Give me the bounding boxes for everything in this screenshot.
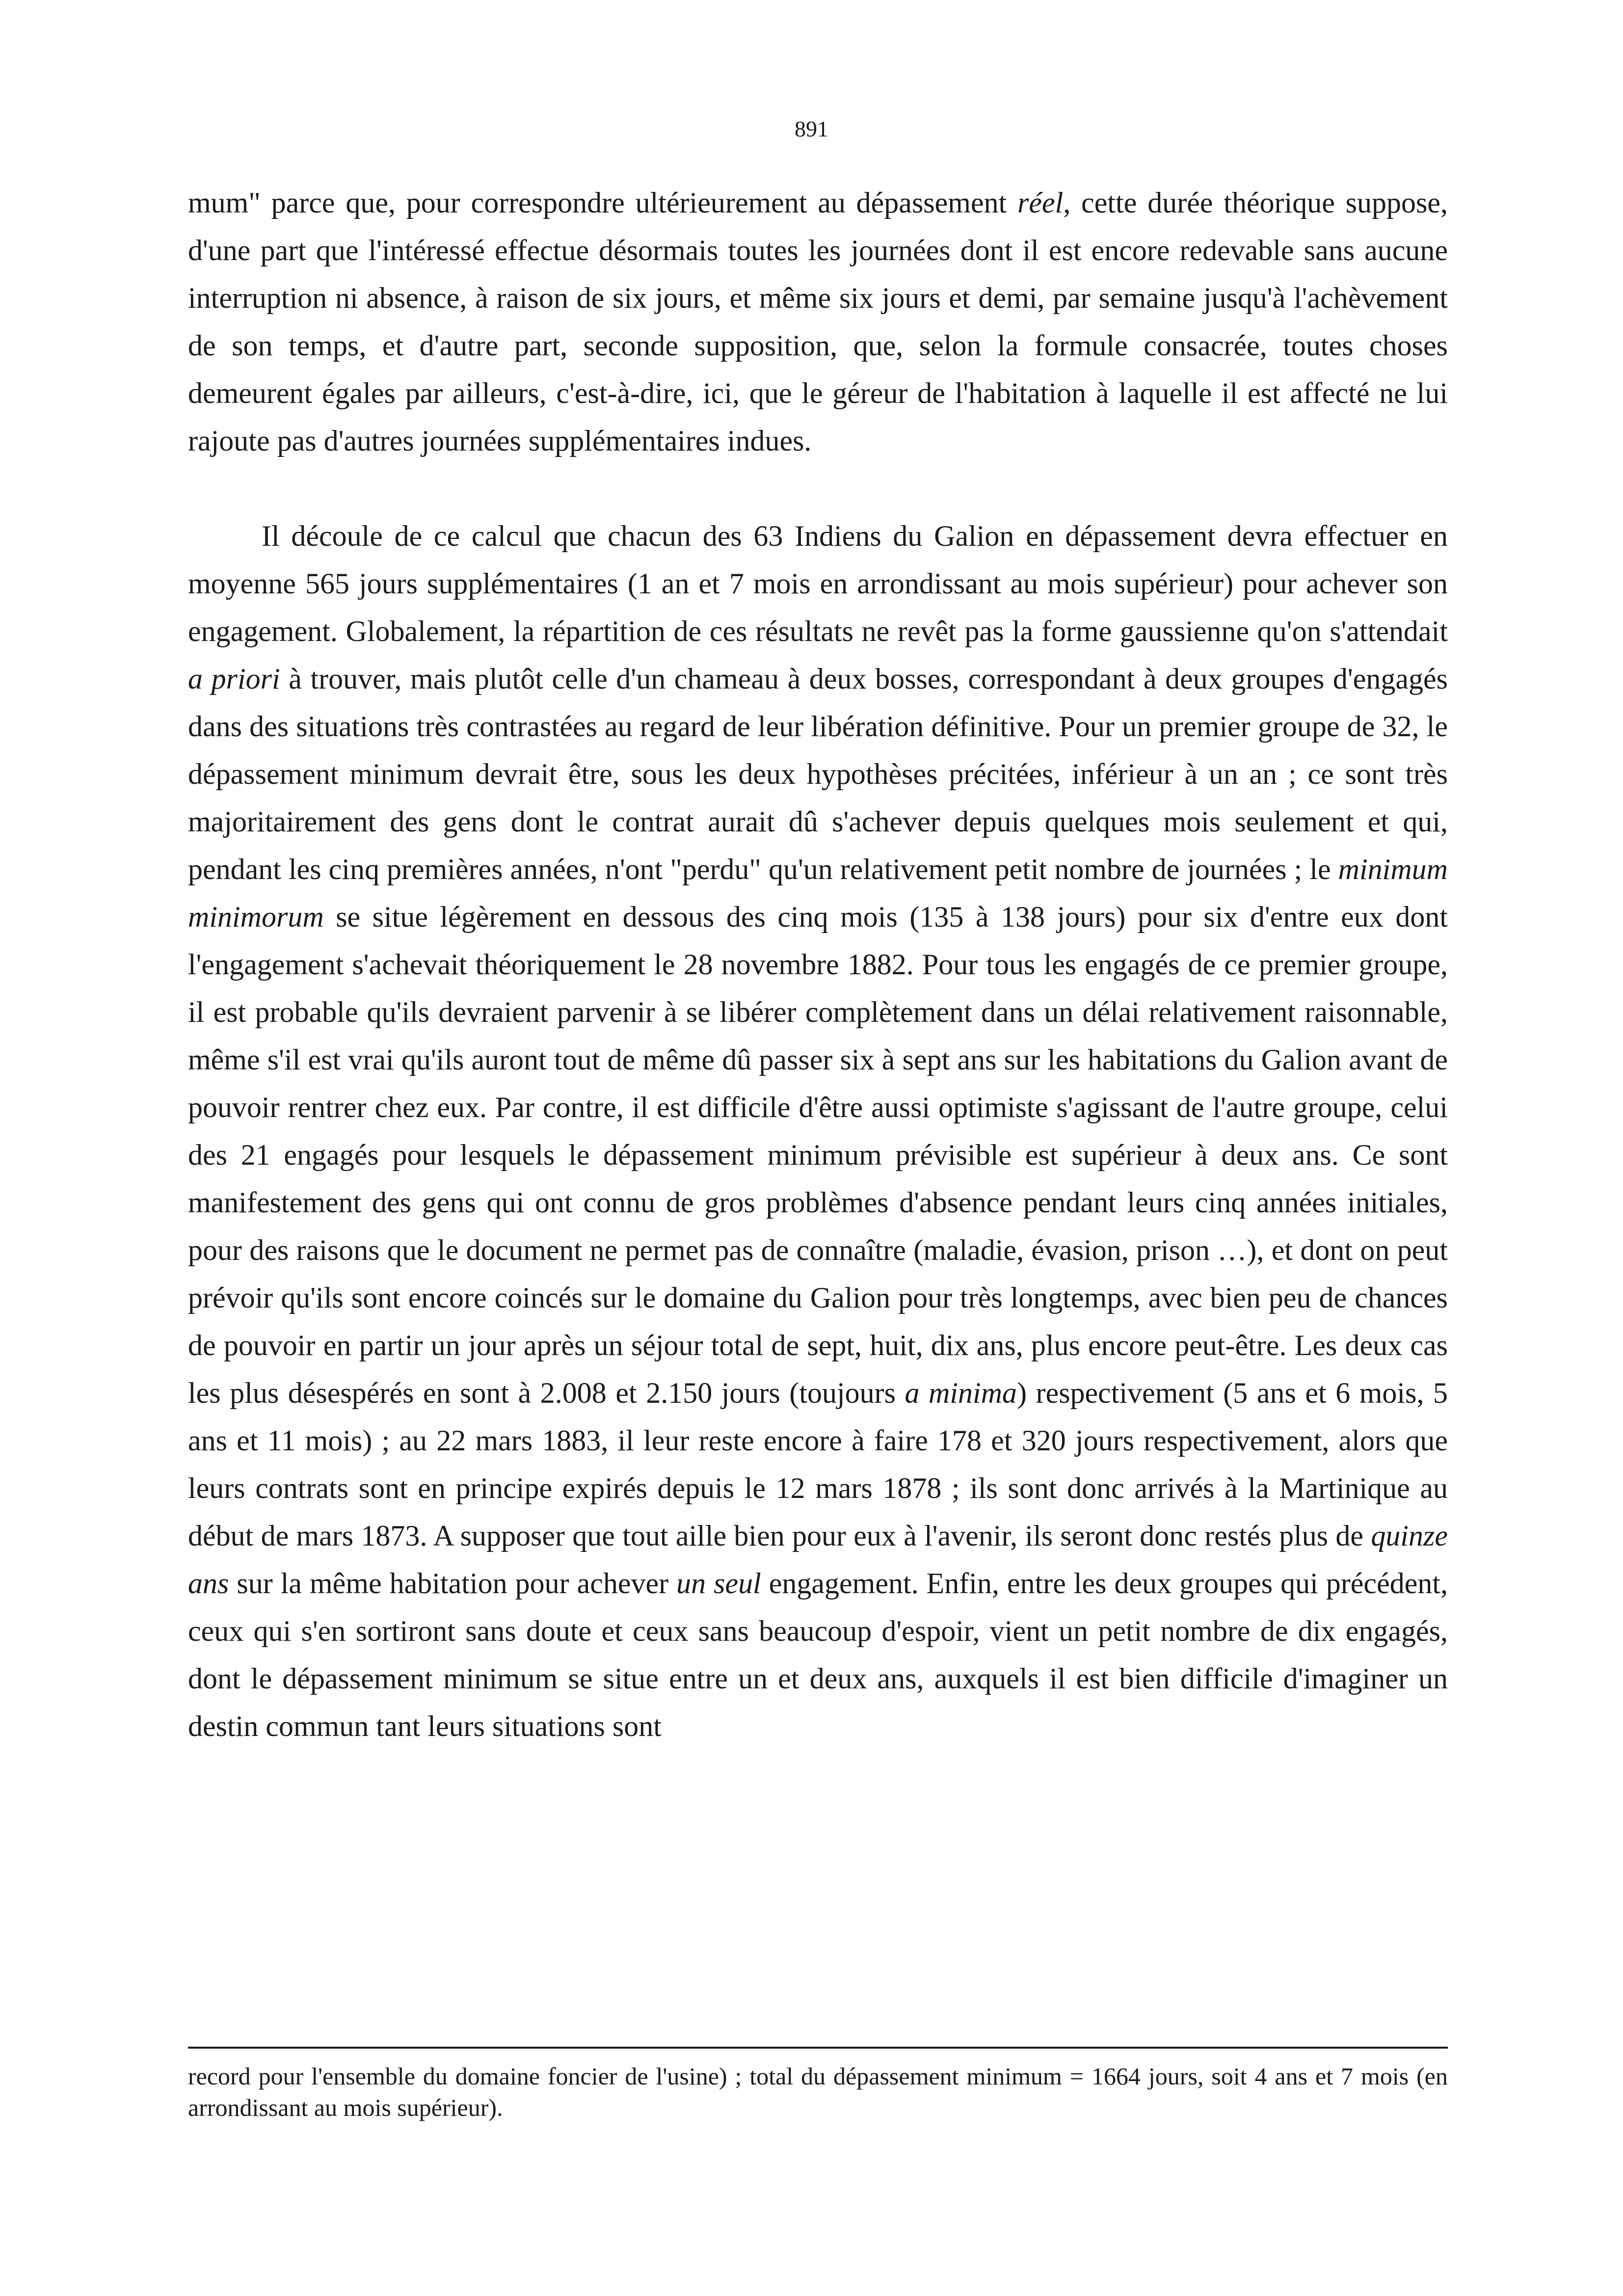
italic-term: a minima <box>905 1377 1017 1409</box>
footnote: record pour l'ensemble du domaine foncier de l'usine) ; total du dépassement minimum = 1664 jours, soit 4 ans et 7 mois (en arrondissant au mois supérieur). <box>188 2062 1448 2121</box>
text-run: sur la même habitation pour achever <box>229 1567 677 1600</box>
paragraph <box>188 512 1448 1750</box>
body-text <box>188 179 1448 1750</box>
italic-term: a priori <box>188 663 280 695</box>
text-run: ) respectivement (5 ans et 6 mois, 5 ans et 11 mois) ; au 22 mars 1883, il leur reste encore à faire 178 et 320 jours respectivement, alors que leurs contrats sont en principe expirés depuis le 12 mars 1878 ; ils sont donc arrivés à la Martinique au début de mars 1873. A supposer que tout aille bien pour eux à l'avenir, ils seront donc restés plus de <box>188 1377 1448 1552</box>
text-run: Il découle de ce calcul que chacun des 63 Indiens du Galion en dépassement devra effectuer en moyenne 565 jours supplémentaires (1 an et 7 mois en arrondissant au mois supérieur) pour achever son engagement. Globalement, la répartition de ces résultats ne revêt pas la forme gaussienne qu'on s'attendait <box>188 520 1448 647</box>
page-number: 891 <box>795 116 828 141</box>
italic-term: un seul <box>676 1567 761 1600</box>
italic-term: réel <box>1017 187 1064 219</box>
footnote-divider <box>188 2047 1448 2049</box>
text-run: à trouver, mais plutôt celle d'un chameau à deux bosses, correspondant à deux groupes d'engagés dans des situations très contrastées au regard de leur libération définitive. Pour un premier groupe de 32, le dépassement minimum devrait être, sous les deux hypothèses précitées, inférieur à un an ; ce sont très majoritairement des gens dont le contrat aurait dû s'achever depuis quelques mois seulement et qui, pendant les cinq premières années, n'ont "perdu" qu'un relativement petit nombre de journées ; le <box>188 663 1448 885</box>
text-run: , cette durée théorique suppose, d'une part que l'intéressé effectue désormais toutes les journées dont il est encore redevable sans aucune interruption ni absence, à raison de six jours, et même six jours et demi, par semaine jusqu'à l'achèvement de son temps, et d'autre part, seconde supposition, que, selon la formule consacrée, toutes choses demeurent égales par ailleurs, c'est-à-dire, ici, que le géreur de l'habitation à laquelle il est affecté ne lui rajoute pas d'autres journées supplémentaires indues. <box>188 187 1448 457</box>
paragraph-continued <box>188 179 1448 465</box>
italic-term: quinze ans <box>188 1520 1448 1600</box>
text-run: se situe légèrement en dessous des cinq mois (135 à 138 jours) pour six d'entre eux dont l'engagement s'achevait théoriquement le 28 novembre 1882. Pour tous les engagés de ce premier groupe, il est probable qu'ils devraient parvenir à se libérer complètement dans un délai relativement raisonnable, même s'il est vrai qu'ils auront tout de même dû passer six à sept ans sur les habitations du Galion avant de pouvoir rentrer chez eux. Par contre, il est difficile d'être aussi optimiste s'agissant de l'autre groupe, celui des 21 engagés pour lesquels le dépassement minimum prévisible est supérieur à deux ans. Ce sont manifestement des gens qui ont connu de gros problèmes d'absence pendant leurs cinq années initiales, pour des raisons que le document ne permet pas de connaître (maladie, évasion, prison …), et dont on peut prévoir qu'ils sont encore coincés sur le domaine du Galion pour très longtemps, avec bien peu de chances de pouvoir en partir un jour après un séjour total de sept, huit, dix ans, plus encore peut-être. Les deux cas les plus désespérés en sont à 2.008 et 2.150 jours (toujours <box>188 901 1448 1409</box>
italic-term: minimum minimorum <box>188 853 1448 933</box>
text-run: engagement. Enfin, entre les deux groupes qui précédent, ceux qui s'en sortiront sans doute et ceux sans beaucoup d'espoir, vient un petit nombre de dix engagés, dont le dépassement minimum se situe entre un et deux ans, auxquels il est bien difficile d'imaginer un destin commun tant leurs situations sont <box>188 1567 1448 1742</box>
text-run: mum" parce que, pour correspondre ultérieurement au dépassement <box>188 187 1018 219</box>
